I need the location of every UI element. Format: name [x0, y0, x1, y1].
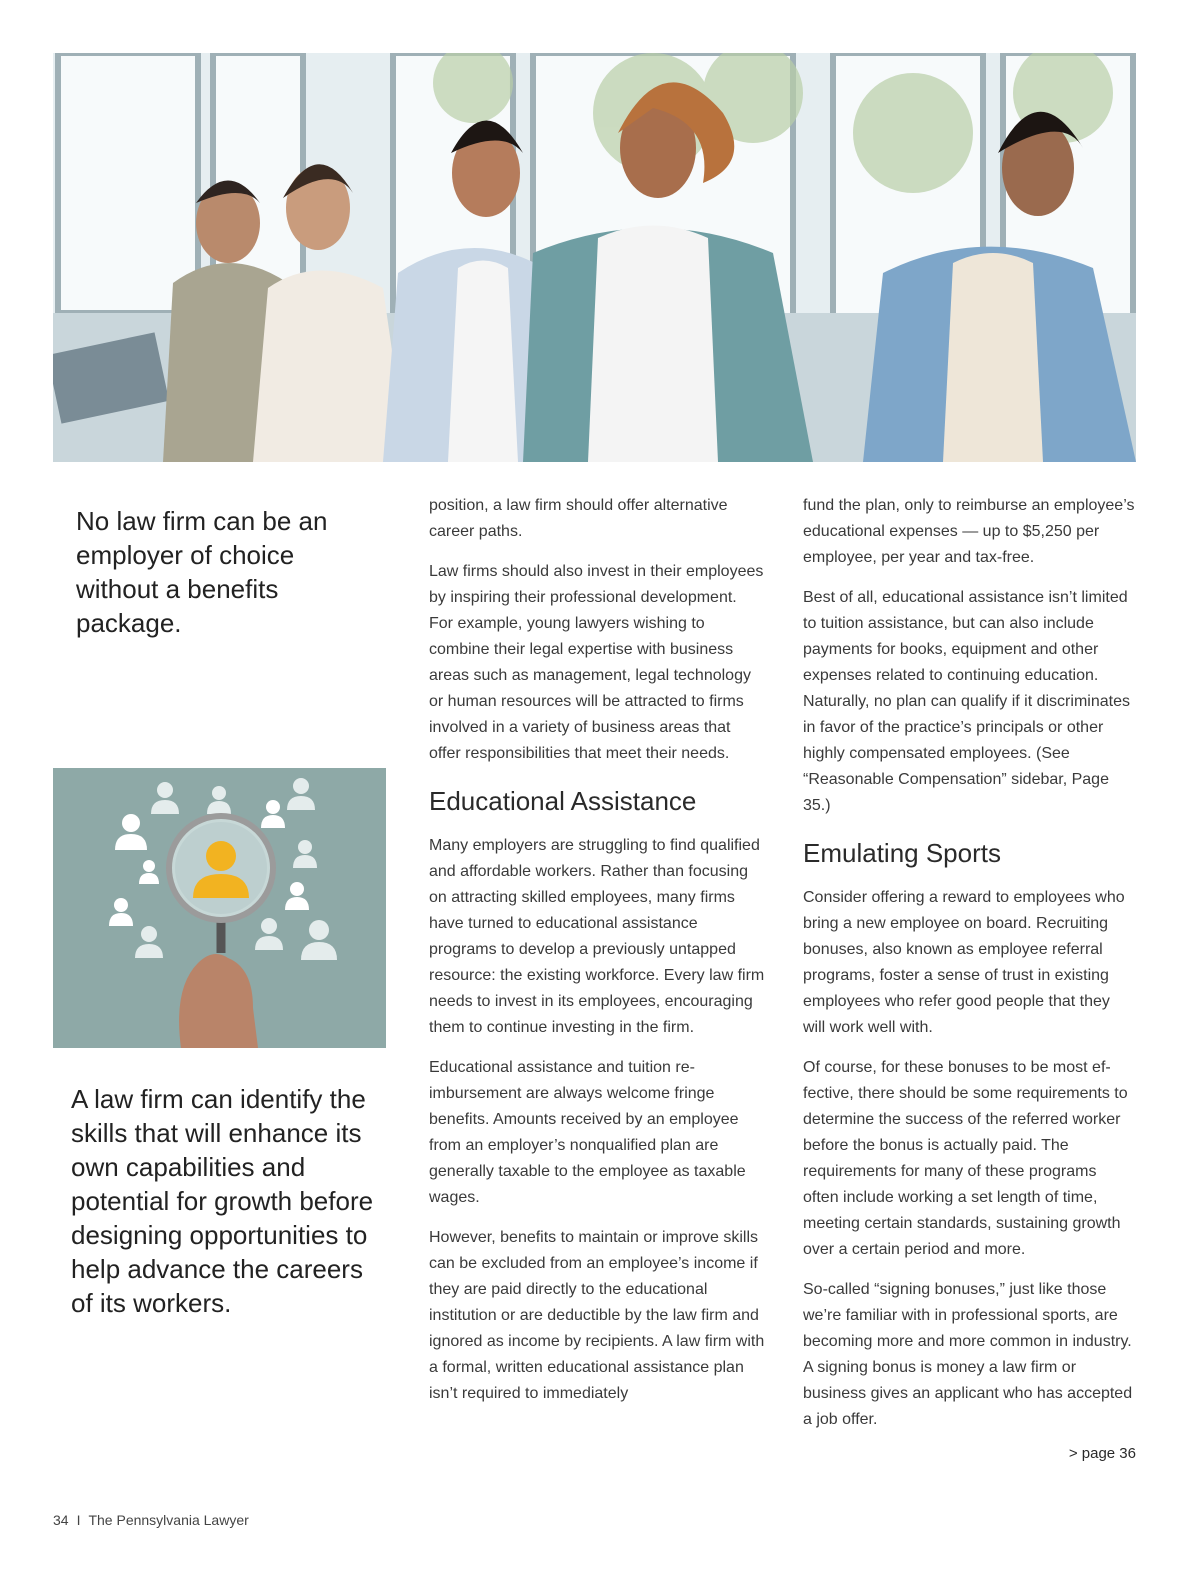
paragraph: fund the plan, only to reimburse an employee’s educational expenses — up to $5,250 per employee, per year and tax-free. [803, 497, 1135, 566]
section-heading-educational-assistance: Educational Assistance [429, 786, 697, 816]
paragraph: So-called “signing bonuses,” just like those we’re familiar with in professional sports, are becoming more and more common in industry. A signing bonus is money a law firm or business gives an applicant who has accepted a job offer. [803, 1281, 1133, 1428]
paragraph: However, benefits to maintain or improve skills can be excluded from an employee’s income if they are paid directly to the educational institution or are deductible by the law firm and ignored as income by recipients. A law firm with a formal, written educational assistance plan isn’t required to immediately [429, 1229, 765, 1402]
footer-separator: I [76, 1512, 81, 1528]
continued-on-page-link[interactable]: > page 36 [1068, 1445, 1136, 1462]
paragraph: Many employers are struggling to find qualified and affordable workers. Rather than focusing on attracting skilled employees, many firms have turned to educational assistance programs to develop a previously untapped resource: the existing workforce. Every law firm needs to invest in its employees, encouraging them to continue investing in the firm. [429, 837, 765, 1036]
article-column-middle [429, 493, 765, 1421]
page-footer [53, 1512, 249, 1528]
paragraph: position, a law firm should offer alternative career paths. [429, 497, 728, 540]
section-heading-emulating-sports: Emulating Sports [803, 838, 1001, 868]
hero-photo [53, 53, 1136, 462]
pull-quote-1: No law firm can be an employer of choice without a benefits package. [76, 506, 328, 638]
page-number: 34 [53, 1512, 69, 1528]
paragraph: Law firms should also invest in their employees by inspiring their professional development. For example, young lawyers wishing to combine their legal expertise with business areas such as management, legal technology or human resources will be attracted to firms involved in a variety of business areas that offer responsibilities that meet their needs. [429, 563, 764, 762]
magnifier-illustration [53, 768, 386, 1048]
paragraph: Best of all, educational assistance isn’t limited to tuition assistance, but can also include payments for books, equipment and other expenses related to continuing education. Naturally, no plan can qualify if it discriminates in favor of the practice’s principals or other highly compensated employees. (See “Reasonable Compensation” sidebar, Page 35.) [803, 589, 1130, 814]
paragraph: Consider offering a reward to employees who bring a new employee on board. Recruiting bonuses, also known as employee referral programs, foster a sense of trust in existing employees who refer good people that they will work well with. [803, 889, 1125, 1036]
magnifier-photo [53, 768, 386, 1048]
paragraph: Of course, for these bonuses to be most effective, there should be some requirements to determine the success of the referred worker before the bonus is actually paid. The requirements for many of these programs often include working a set length of time, meeting certain standards, sustaining growth over a certain period and more. [803, 1059, 1128, 1258]
pull-quote-2: A law firm can identify the skills that will enhance its own capabilities and potential for growth before designing opportunities to help advance the careers of its workers. [71, 1084, 374, 1318]
paragraph: Educational assistance and tuition reimbursement are always welcome fringe benefits. Amounts received by an employee from an employer’s nonqualified plan are generally taxable to the employee as taxable wages. [429, 1059, 746, 1206]
article-column-right [803, 493, 1136, 1467]
hero-photo-illustration [53, 53, 1136, 462]
publication-name: The Pennsylvania Lawyer [88, 1512, 249, 1528]
